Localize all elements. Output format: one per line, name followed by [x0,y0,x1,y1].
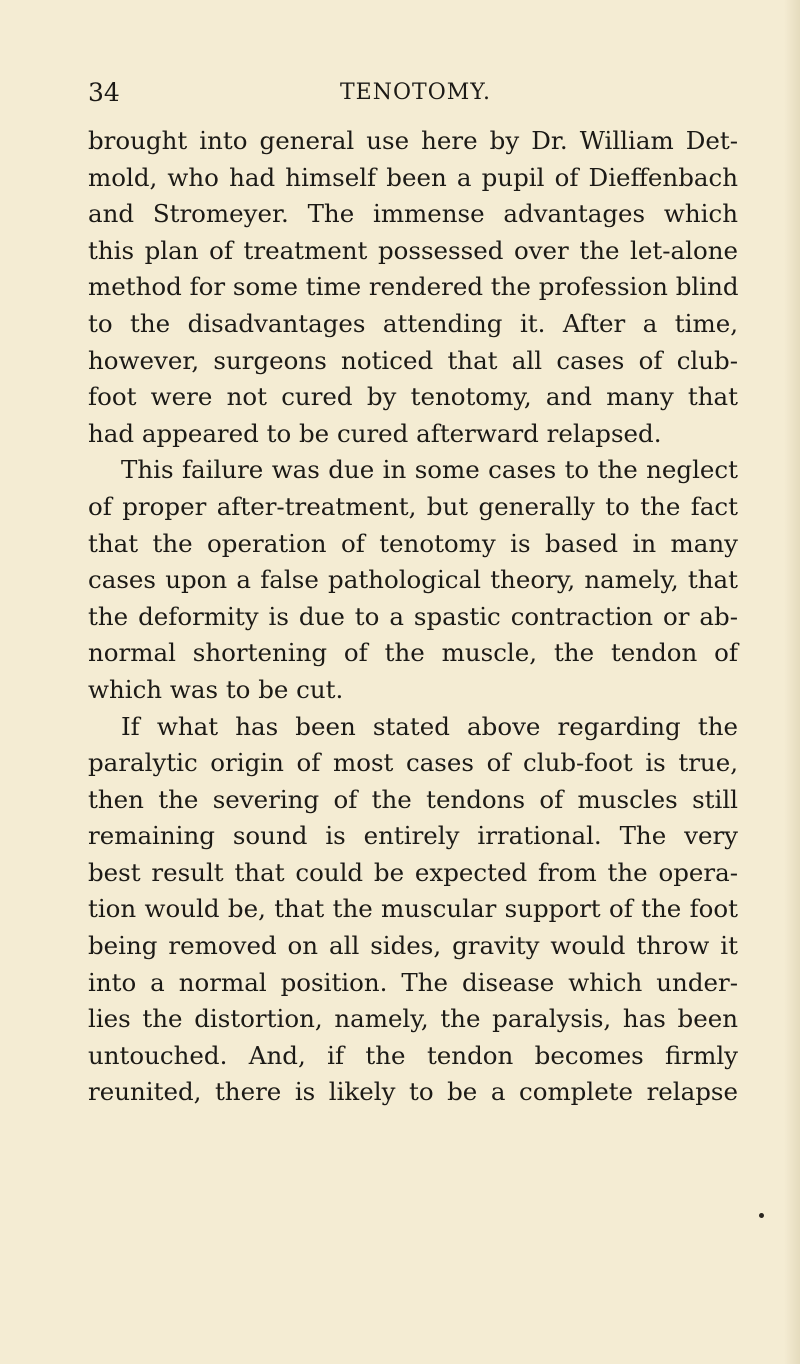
text-line: foot were not cured by tenotomy, and many that [88,382,738,412]
text-line: of proper after-treatment, but generally to the fact [88,491,738,521]
text-line: and Stromeyer. The immense advantages which [88,199,738,229]
ink-speck [759,1213,764,1218]
text-line: This failure was due in some cases to the neglect [121,455,738,485]
text-line: cases upon a false pathological theory, namely, that [88,565,738,595]
text-line: untouched. And, if the tendon becomes firmly [88,1040,738,1070]
text-line: mold, who had himself been a pupil of Dieffenbach [88,162,738,192]
page-edge-shadow [784,0,800,1364]
text-line: then the severing of the tendons of muscles still [88,784,738,814]
text-line: method for some time rendered the profession blind [88,272,739,302]
text-line: reunited, there is likely to be a complete relapse [88,1077,738,1107]
text-line: best result that could be expected from the opera- [88,857,738,887]
body-text [88,123,738,1111]
text-line: however, surgeons noticed that all cases of club- [88,345,738,375]
text-line: lies the distortion, namely, the paralysis, has been [88,1004,738,1034]
text-line: that the operation of tenotomy is based in many [88,528,738,558]
text-line: into a normal position. The disease which under- [88,967,738,997]
running-head: TENOTOMY. [340,80,491,105]
text-line: If what has been stated above regarding the [121,711,738,741]
text-line: which was to be cut. [88,674,344,704]
text-line: had appeared to be cured afterward relapsed. [88,418,662,448]
page-number: 34 [88,78,120,107]
text-line: tion would be, that the muscular support of the foot [88,894,738,924]
text-line: the deformity is due to a spastic contraction or ab- [88,601,738,631]
text-line: this plan of treatment possessed over the let-alone [88,235,738,265]
text-line: to the disadvantages attending it. After a time, [88,308,738,338]
text-line: brought into general use here by Dr. William Det- [88,126,738,155]
text-line: normal shortening of the muscle, the tendon of [88,638,738,668]
text-line: being removed on all sides, gravity would throw it [88,931,738,961]
page-header [88,78,728,114]
text-line: remaining sound is entirely irrational. The very [88,821,738,851]
text-line: paralytic origin of most cases of club-foot is true, [88,748,738,778]
